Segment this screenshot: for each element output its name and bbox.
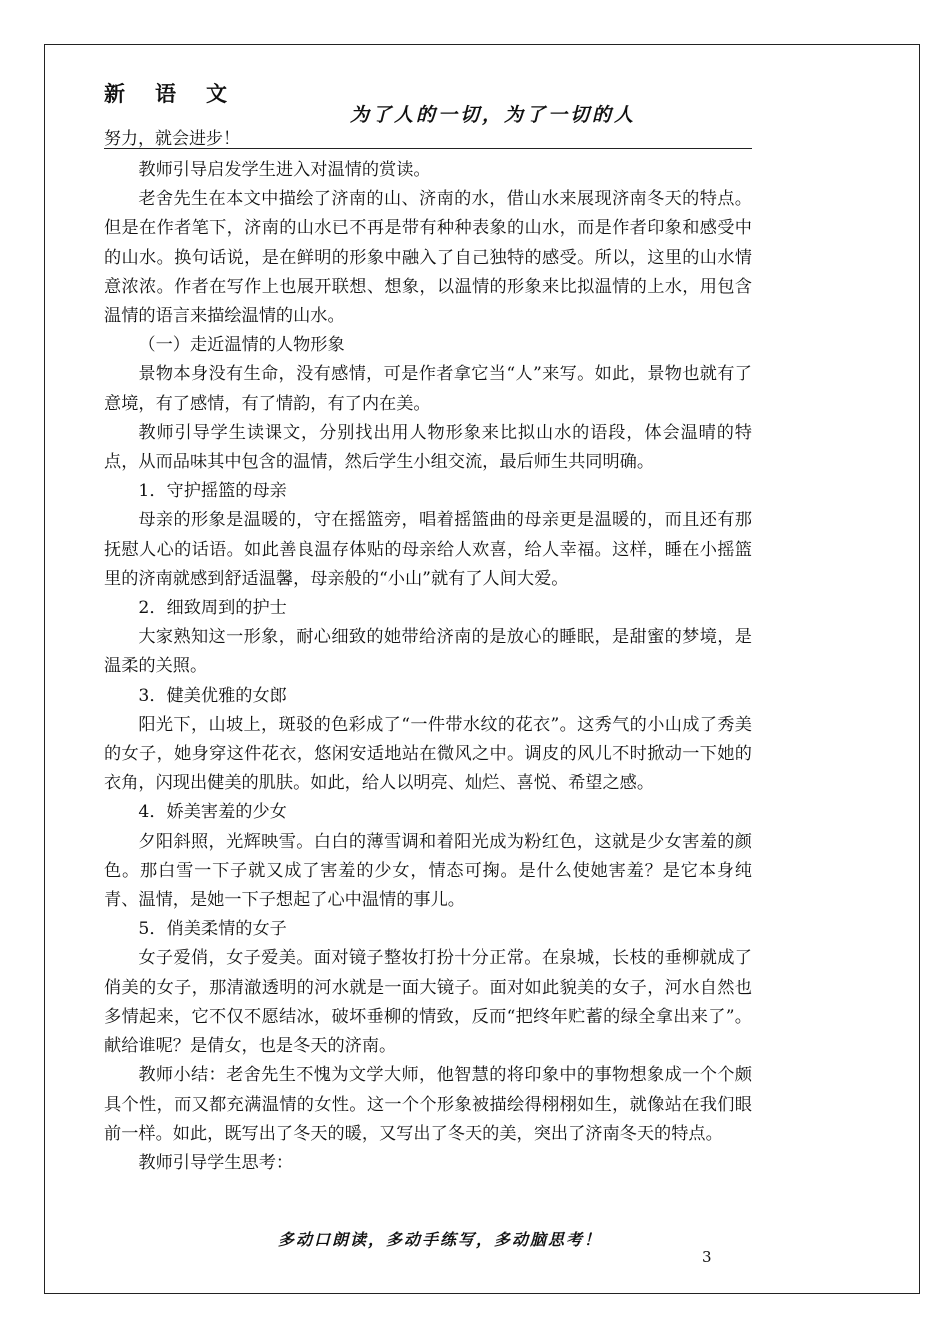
paragraph: 教师小结：老舍先生不愧为文学大师，他智慧的将印象中的事物想象成一个个颇具个性，而又都充满温情的女性。这一个个形象被描绘得栩栩如生，就像站在我们眼前一样。如此，既写出了冬天的暖，又写出了冬天的美，突出了济南冬天的特点。 xyxy=(104,1065,752,1144)
section-heading: （一）走近温情的人物形象 xyxy=(138,335,345,356)
paragraph: 母亲的形象是温暖的，守在摇篮旁，唱着摇篮曲的母亲更是温暖的，而且还有那抚慰人心的话语。如此善良温存体贴的母亲给人欢喜，给人幸福。这样，睡在小摇篮里的济南就感到舒适温馨，母亲般的“小山”就有了人间大爱。 xyxy=(104,510,752,589)
paragraph: 女子爱俏，女子爱美。面对镜子整妆打扮十分正常。在泉城，长枝的垂柳就成了俏美的女子，那清澈透明的河水就是一面大镜子。面对如此貌美的女子，河水自然也多情起来，它不仅不愿结冰，破坏垂柳的情致，反而“把终年贮蓄的绿全拿出来了”。献给谁呢？是倩女，也是冬天的济南。 xyxy=(104,948,752,1057)
subheading: 4．娇美害羞的少女 xyxy=(138,802,287,823)
paragraph: 景物本身没有生命，没有感情，可是作者拿它当“人”来写。如此，景物也就有了意境，有了感情，有了情韵，有了内在美。 xyxy=(104,364,752,414)
paragraph: 教师引导学生读课文，分别找出用人物形象来比拟山水的语段，体会温晴的特点，从而品味其中包含的温情，然后学生小组交流，最后师生共同明确。 xyxy=(104,422,752,473)
subheading: 5．俏美柔情的女子 xyxy=(138,919,287,940)
subheading: 3．健美优雅的女郎 xyxy=(138,685,287,706)
header-slogan: 为了人的一切，为了一切的人 xyxy=(350,104,637,126)
paragraph: 老舍先生在本文中描绘了济南的山、济南的水，借山水来展现济南冬天的特点。但是在作者笔下，济南的山水已不再是带有种种表象的山水，而是作者印象和感受中的山水。换句话说，是在鲜明的形象中融入了自己独特的感受。所以，这里的山水情意浓浓。作者在写作上也展开联想、想象，以温情的形象来比拟温情的上水，用包含温情的语言来描绘温情的山水。 xyxy=(104,189,752,327)
page-number: 3 xyxy=(702,1248,712,1266)
paragraph: 教师引导启发学生进入对温情的赏读。 xyxy=(138,160,431,180)
paragraph: 夕阳斜照，光辉映雪。白白的薄雪调和着阳光成为粉红色，这就是少女害羞的颜色。那白雪一下子就又成了害羞的少女，情态可掬。是什么使她害羞？是它本身纯青、温情，是她一下子想起了心中温情的事儿。 xyxy=(104,831,752,911)
header-divider xyxy=(104,148,752,149)
subheading: 2．细致周到的护士 xyxy=(138,598,287,619)
paragraph: 阳光下，山坡上，斑驳的色彩成了“一件带水纹的花衣”。这秀气的小山成了秀美的女子，她身穿这件花衣，悠闲安适地站在微风之中。调皮的风儿不时掀动一下她的衣角，闪现出健美的肌肤。如此，给人以明亮、灿烂、喜悦、希望之感。 xyxy=(104,714,752,794)
document-body xyxy=(104,156,752,1178)
header-brand: 新语文 xyxy=(104,82,257,106)
subheading: 1．守护摇篮的母亲 xyxy=(138,481,287,502)
paragraph: 教师引导学生思考： xyxy=(138,1152,294,1173)
header-motto: 努力，就会进步！ xyxy=(104,129,240,149)
footer-slogan: 多动口朗读，多动手练写，多动脑思考！ xyxy=(277,1230,602,1249)
paragraph: 大家熟知这一形象，耐心细致的她带给济南的是放心的睡眠，是甜蜜的梦境，是温柔的关照。 xyxy=(104,627,752,677)
